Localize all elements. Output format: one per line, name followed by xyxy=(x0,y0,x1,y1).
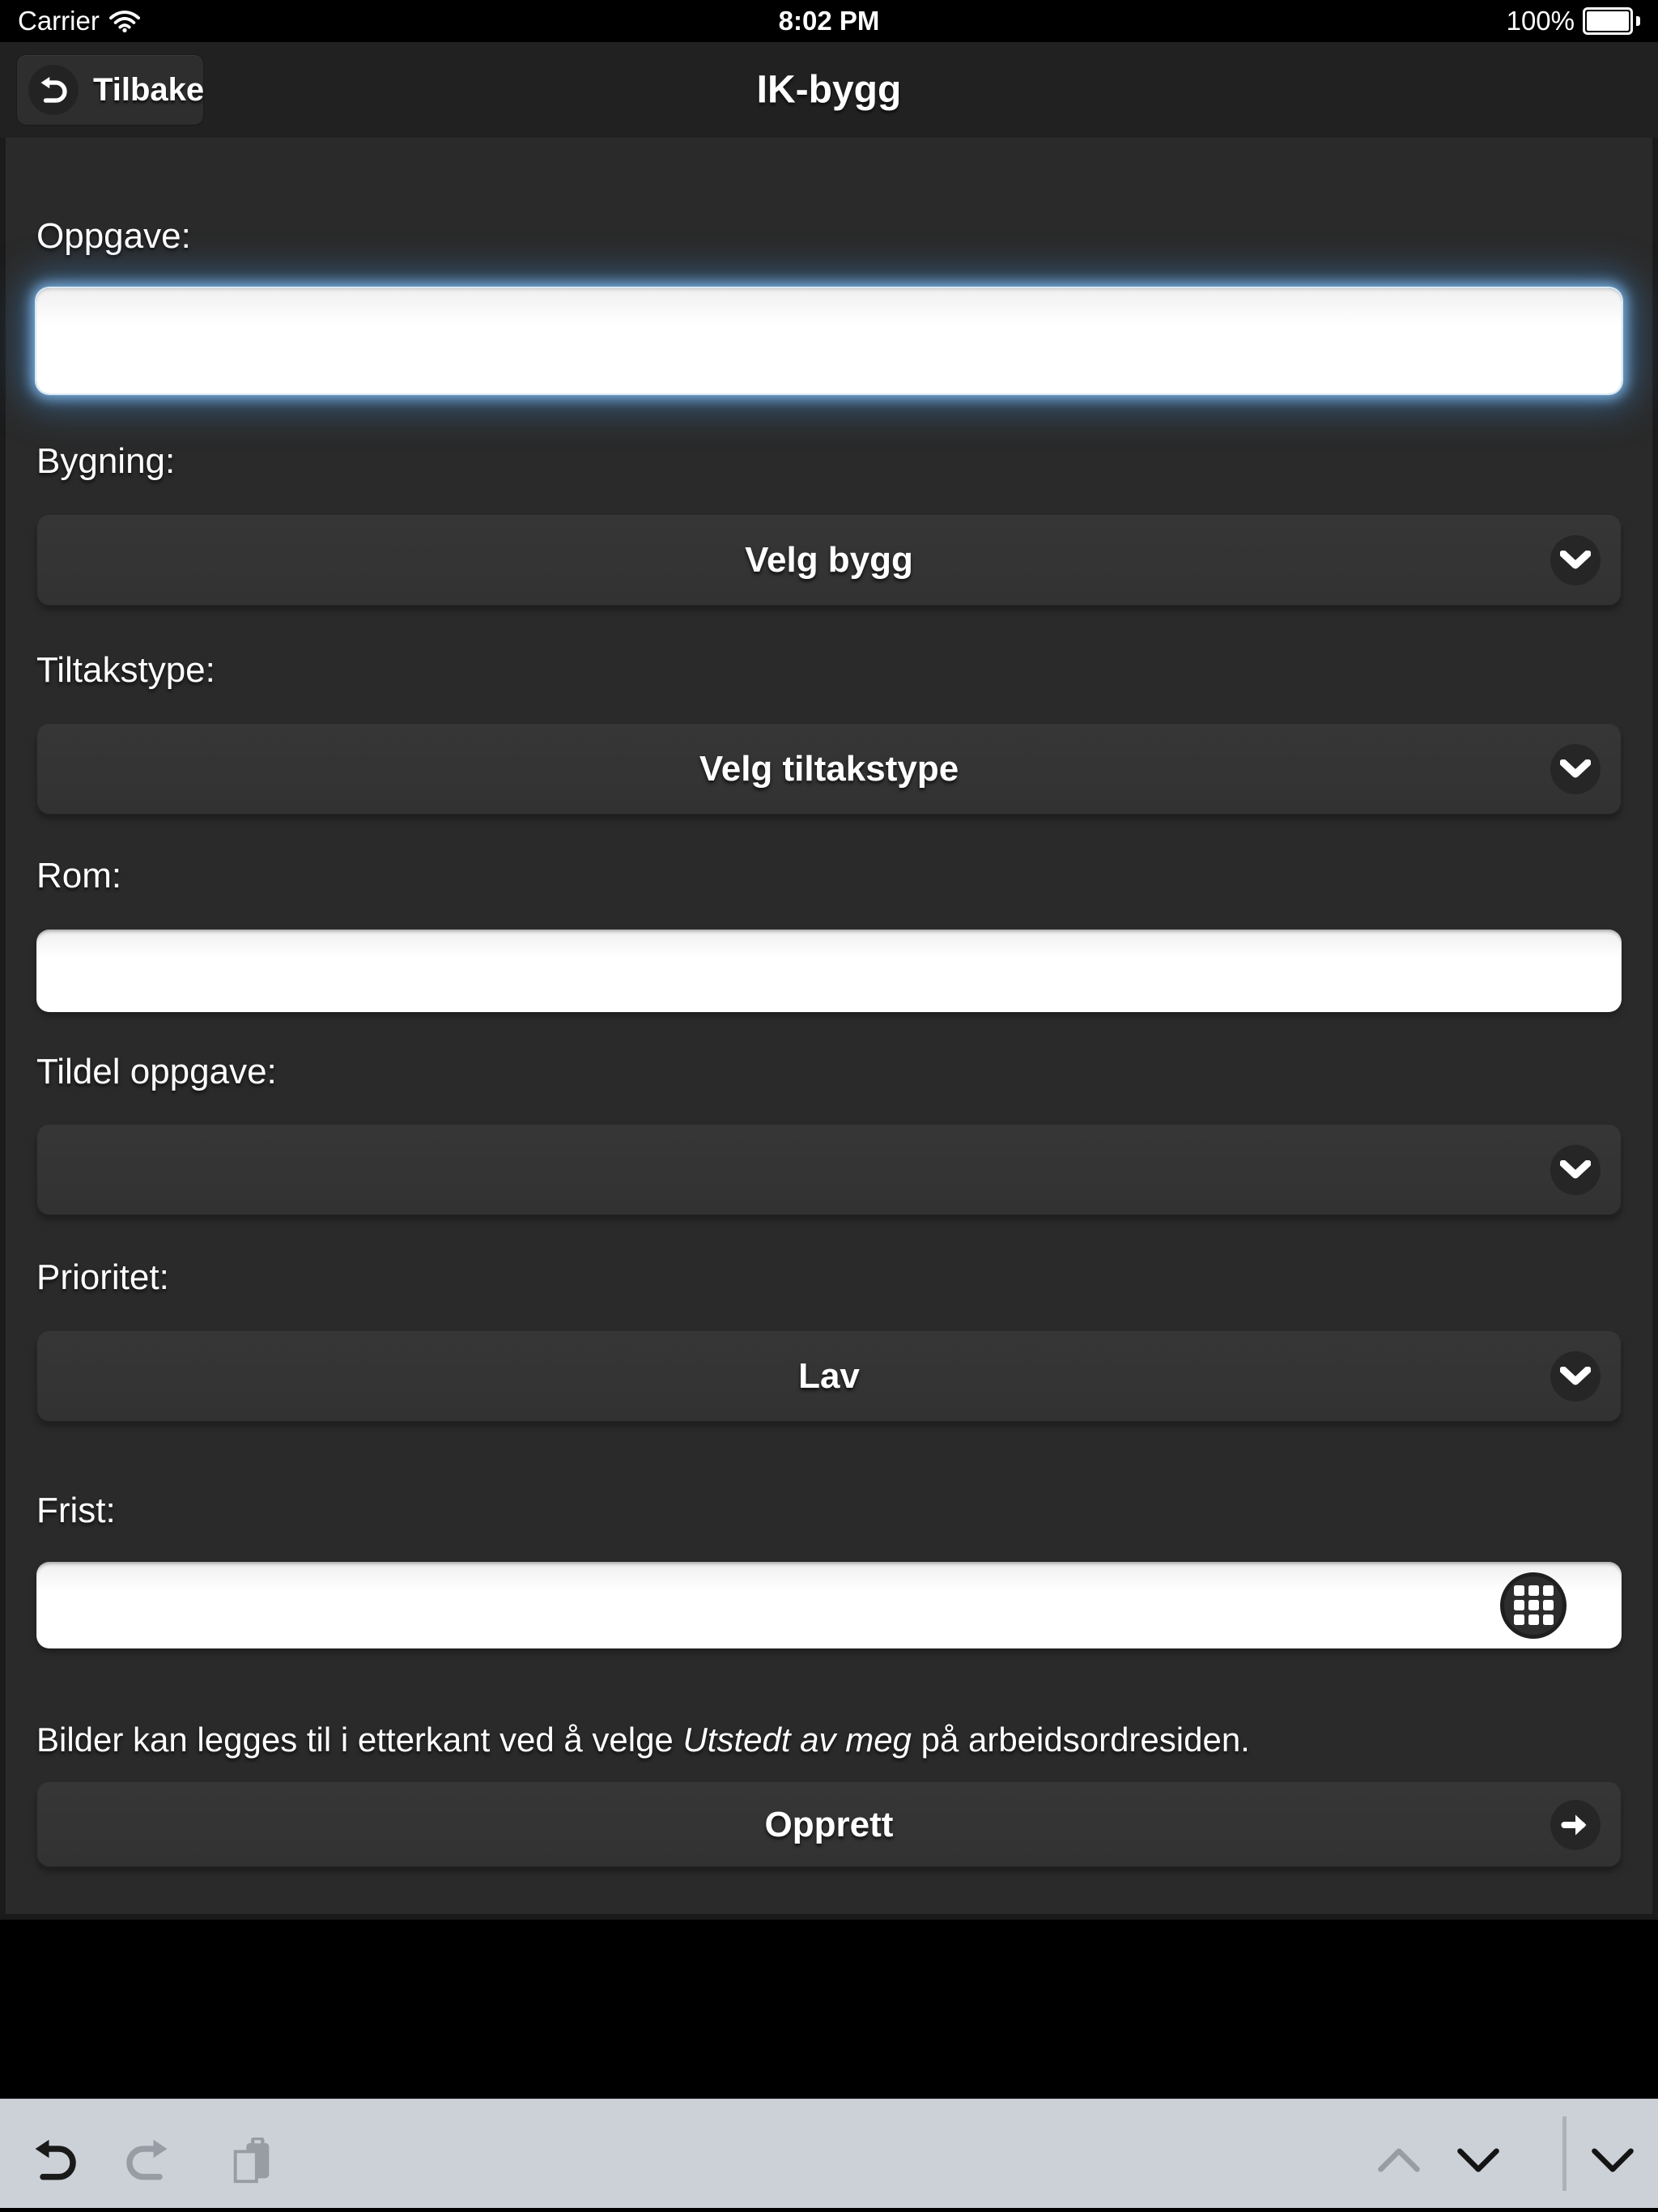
bygning-label: Bygning: xyxy=(36,441,176,481)
nav-bar xyxy=(0,42,1658,139)
info-note-suffix: på arbeidsordresiden. xyxy=(911,1721,1250,1759)
submit-button[interactable] xyxy=(36,1782,1622,1867)
tiltakstype-selected-value: Velg tiltakstype xyxy=(699,749,959,789)
frist-label: Frist: xyxy=(36,1491,116,1530)
frist-field xyxy=(36,1562,1622,1648)
grid-icon xyxy=(1514,1585,1554,1625)
carrier-label: Carrier xyxy=(18,6,100,36)
prioritet-selected-value: Lav xyxy=(798,1356,860,1396)
tildel-oppgave-select[interactable] xyxy=(36,1125,1622,1215)
paste-icon[interactable] xyxy=(227,2136,275,2184)
info-note-prefix: Bilder kan legges til i etterkant ved å velge xyxy=(36,1721,683,1759)
date-picker-button[interactable] xyxy=(1500,1572,1567,1639)
rom-label: Rom: xyxy=(36,856,122,895)
chevron-up-icon[interactable] xyxy=(1375,2136,1423,2184)
oppgave-input[interactable] xyxy=(36,288,1622,393)
back-button-label: Tilbake xyxy=(93,71,205,108)
info-note-italic: Utstedt av meg xyxy=(682,1721,912,1759)
chevron-down-icon xyxy=(1550,1145,1601,1195)
bygning-selected-value: Velg bygg xyxy=(745,540,913,580)
oppgave-label: Oppgave: xyxy=(36,216,191,256)
frist-input[interactable] xyxy=(36,1562,1622,1648)
toolbar-divider xyxy=(1562,2116,1567,2191)
page-title: IK-bygg xyxy=(756,68,902,112)
info-note xyxy=(36,1719,1622,1761)
battery-nub xyxy=(1636,16,1640,26)
tiltakstype-select[interactable] xyxy=(36,724,1622,815)
status-right xyxy=(1507,6,1640,36)
redo-icon[interactable] xyxy=(123,2136,172,2184)
undo-arrow-icon xyxy=(28,65,79,115)
battery-percent: 100% xyxy=(1506,6,1575,36)
chevron-down-icon xyxy=(1550,744,1601,794)
submit-button-label: Opprett xyxy=(764,1804,894,1844)
tiltakstype-label: Tiltakstype: xyxy=(36,650,215,690)
chevron-down-icon xyxy=(1550,1351,1601,1402)
tildel-oppgave-label: Tildel oppgave: xyxy=(36,1052,277,1091)
form-container xyxy=(0,138,1658,1920)
battery-icon xyxy=(1583,7,1633,35)
back-button[interactable] xyxy=(16,54,204,125)
arrow-right-icon xyxy=(1550,1800,1601,1850)
chevron-down-icon[interactable] xyxy=(1454,2136,1503,2184)
rom-input[interactable] xyxy=(36,929,1622,1012)
undo-icon[interactable] xyxy=(31,2136,79,2184)
chevron-down-icon xyxy=(1550,535,1601,585)
status-bar xyxy=(0,0,1658,42)
keyboard-accessory-bar xyxy=(0,2099,1658,2208)
prioritet-label: Prioritet: xyxy=(36,1257,169,1297)
bygning-select[interactable] xyxy=(36,515,1622,606)
keyboard-dismiss-icon[interactable] xyxy=(1588,2136,1637,2184)
prioritet-select[interactable] xyxy=(36,1331,1622,1422)
status-time: 8:02 PM xyxy=(778,6,880,36)
